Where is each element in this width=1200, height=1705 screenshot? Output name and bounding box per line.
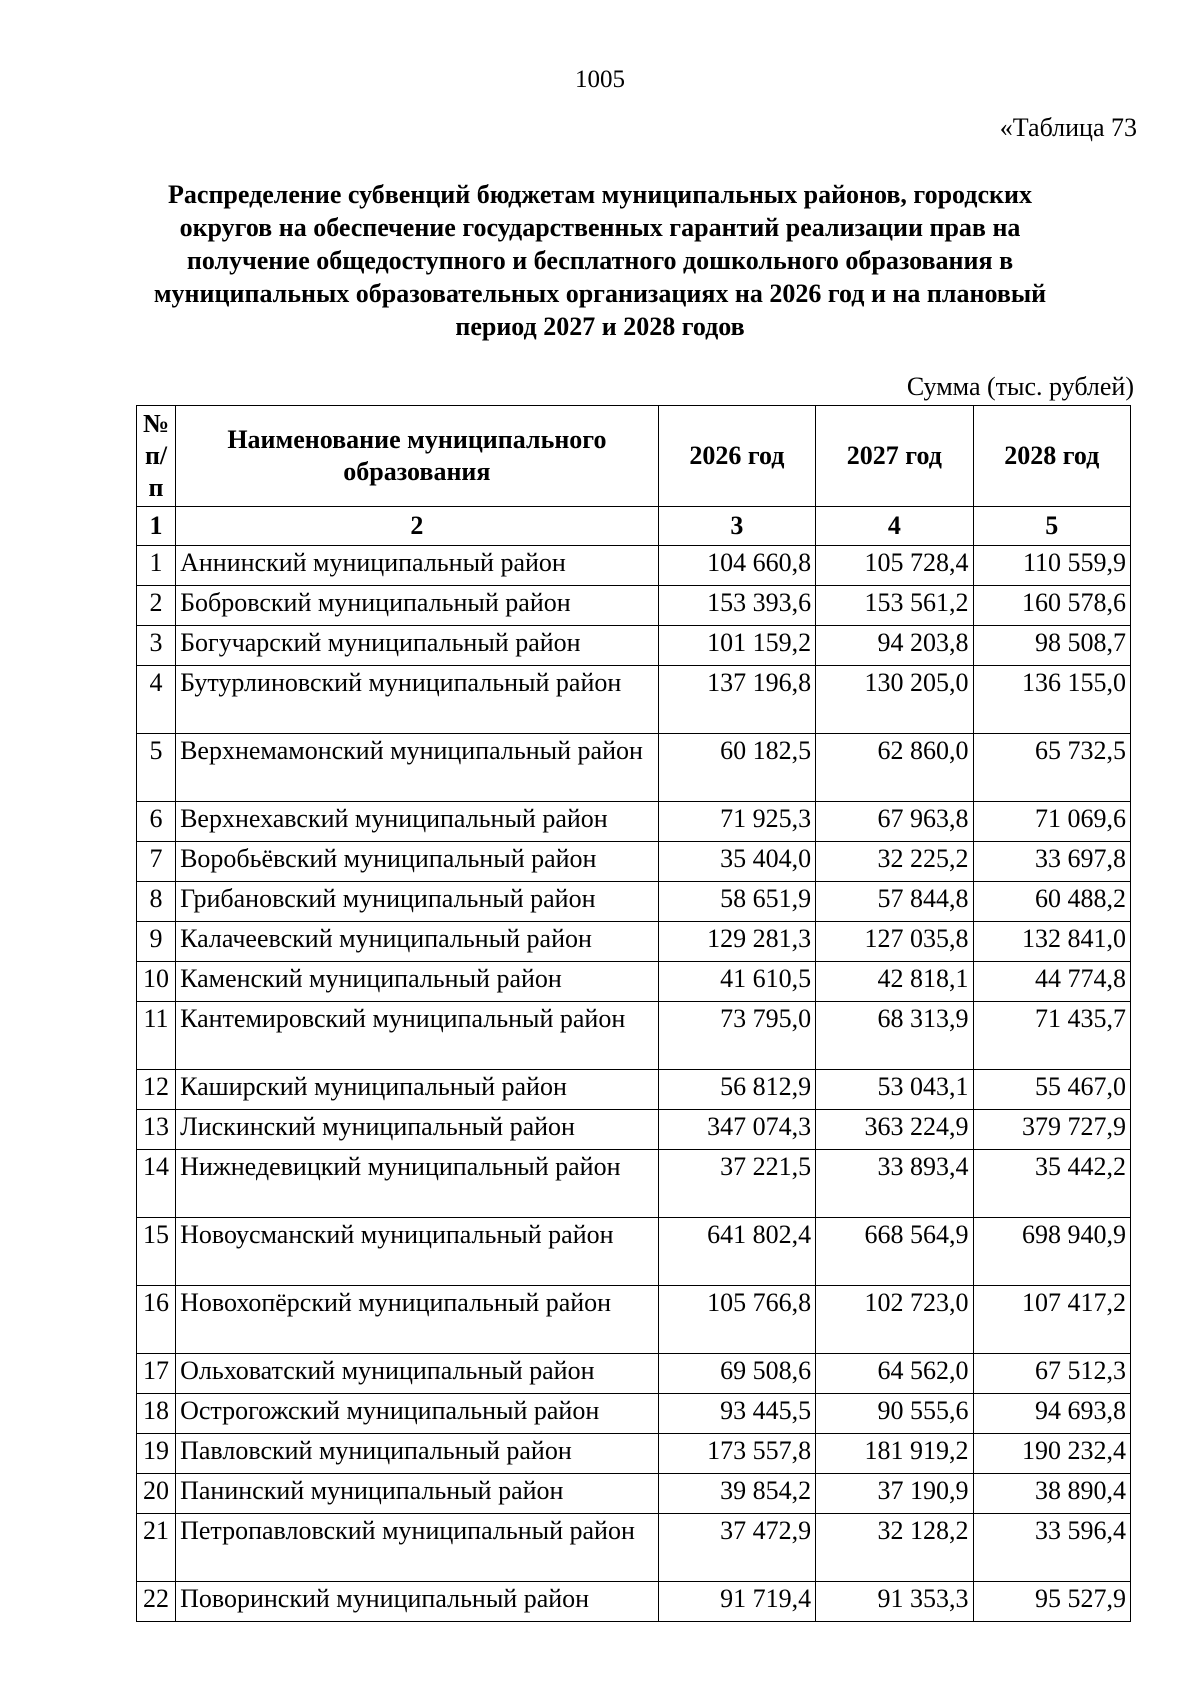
value-2028-cell: 35 442,2	[973, 1150, 1130, 1218]
value-2028-cell: 60 488,2	[973, 882, 1130, 922]
value-2027-cell: 64 562,0	[816, 1354, 973, 1394]
value-2026-cell: 37 221,5	[658, 1150, 815, 1218]
column-number-row	[137, 507, 1131, 546]
municipality-name-cell: Ольховатский муниципальный район	[176, 1354, 659, 1394]
value-2026-cell: 641 802,4	[658, 1218, 815, 1286]
table-row	[137, 882, 1131, 922]
value-2028-cell: 33 596,4	[973, 1514, 1130, 1582]
municipality-name-cell: Воробьёвский муниципальный район	[176, 842, 659, 882]
value-2028-cell: 67 512,3	[973, 1354, 1130, 1394]
municipality-name-cell: Аннинский муниципальный район	[176, 546, 659, 586]
municipality-name-cell: Каширский муниципальный район	[176, 1070, 659, 1110]
municipality-name-cell: Лискинский муниципальный район	[176, 1110, 659, 1150]
value-2027-cell: 32 128,2	[816, 1514, 973, 1582]
row-number-cell: 5	[137, 734, 176, 802]
value-2027-cell: 153 561,2	[816, 586, 973, 626]
table-row	[137, 802, 1131, 842]
value-2026-cell: 73 795,0	[658, 1002, 815, 1070]
value-2027-cell: 33 893,4	[816, 1150, 973, 1218]
value-2027-cell: 67 963,8	[816, 802, 973, 842]
value-2026-cell: 56 812,9	[658, 1070, 815, 1110]
header-2027: 2027 год	[816, 406, 973, 507]
value-2028-cell: 190 232,4	[973, 1434, 1130, 1474]
row-number-cell: 12	[137, 1070, 176, 1110]
column-number: 1	[137, 507, 176, 546]
municipality-name-cell: Поворинский муниципальный район	[176, 1582, 659, 1622]
value-2027-cell: 42 818,1	[816, 962, 973, 1002]
column-number: 3	[658, 507, 815, 546]
value-2028-cell: 136 155,0	[973, 666, 1130, 734]
value-2026-cell: 104 660,8	[658, 546, 815, 586]
value-2028-cell: 71 069,6	[973, 802, 1130, 842]
table-row	[137, 1514, 1131, 1582]
table-row	[137, 626, 1131, 666]
table-row	[137, 546, 1131, 586]
row-number-cell: 17	[137, 1354, 176, 1394]
row-number-cell: 20	[137, 1474, 176, 1514]
value-2026-cell: 91 719,4	[658, 1582, 815, 1622]
row-number-cell: 22	[137, 1582, 176, 1622]
table-row	[137, 1110, 1131, 1150]
value-2027-cell: 32 225,2	[816, 842, 973, 882]
value-2026-cell: 137 196,8	[658, 666, 815, 734]
page-number: 1005	[575, 66, 625, 93]
value-2026-cell: 101 159,2	[658, 626, 815, 666]
row-number-cell: 18	[137, 1394, 176, 1434]
value-2028-cell: 98 508,7	[973, 626, 1130, 666]
value-2027-cell: 62 860,0	[816, 734, 973, 802]
table-row	[137, 1002, 1131, 1070]
row-number-cell: 3	[137, 626, 176, 666]
value-2026-cell: 37 472,9	[658, 1514, 815, 1582]
column-number: 4	[816, 507, 973, 546]
value-2026-cell: 60 182,5	[658, 734, 815, 802]
row-number-cell: 14	[137, 1150, 176, 1218]
value-2027-cell: 181 919,2	[816, 1434, 973, 1474]
value-2028-cell: 110 559,9	[973, 546, 1130, 586]
value-2028-cell: 698 940,9	[973, 1218, 1130, 1286]
value-2026-cell: 39 854,2	[658, 1474, 815, 1514]
value-2027-cell: 53 043,1	[816, 1070, 973, 1110]
municipality-name-cell: Верхнехавский муниципальный район	[176, 802, 659, 842]
table-row	[137, 1218, 1131, 1286]
municipality-name-cell: Бобровский муниципальный район	[176, 586, 659, 626]
value-2026-cell: 153 393,6	[658, 586, 815, 626]
units-caption: Сумма (тыс. рублей)	[906, 372, 1134, 401]
table-row	[137, 586, 1131, 626]
value-2026-cell: 41 610,5	[658, 962, 815, 1002]
value-2028-cell: 33 697,8	[973, 842, 1130, 882]
value-2028-cell: 160 578,6	[973, 586, 1130, 626]
value-2028-cell: 379 727,9	[973, 1110, 1130, 1150]
value-2026-cell: 58 651,9	[658, 882, 815, 922]
value-2027-cell: 68 313,9	[816, 1002, 973, 1070]
municipality-name-cell: Павловский муниципальный район	[176, 1434, 659, 1474]
municipality-name-cell: Панинский муниципальный район	[176, 1474, 659, 1514]
value-2028-cell: 107 417,2	[973, 1286, 1130, 1354]
header-2028: 2028 год	[973, 406, 1130, 507]
municipality-name-cell: Каменский муниципальный район	[176, 962, 659, 1002]
value-2027-cell: 102 723,0	[816, 1286, 973, 1354]
column-number: 2	[176, 507, 659, 546]
row-number-cell: 8	[137, 882, 176, 922]
table-row	[137, 1070, 1131, 1110]
table-row	[137, 842, 1131, 882]
municipality-name-cell: Новоусманский муниципальный район	[176, 1218, 659, 1286]
row-number-cell: 6	[137, 802, 176, 842]
row-number-cell: 16	[137, 1286, 176, 1354]
value-2026-cell: 105 766,8	[658, 1286, 815, 1354]
value-2026-cell: 35 404,0	[658, 842, 815, 882]
table-row	[137, 922, 1131, 962]
column-number: 5	[973, 507, 1130, 546]
value-2028-cell: 95 527,9	[973, 1582, 1130, 1622]
row-number-cell: 10	[137, 962, 176, 1002]
row-number-cell: 19	[137, 1434, 176, 1474]
table-row	[137, 1582, 1131, 1622]
table-row	[137, 962, 1131, 1002]
row-number-cell: 7	[137, 842, 176, 882]
municipality-name-cell: Богучарский муниципальный район	[176, 626, 659, 666]
value-2026-cell: 93 445,5	[658, 1394, 815, 1434]
municipality-name-cell: Петропавловский муниципальный район	[176, 1514, 659, 1582]
municipality-name-cell: Острогожский муниципальный район	[176, 1394, 659, 1434]
table-row	[137, 734, 1131, 802]
table-row	[137, 1394, 1131, 1434]
municipality-name-cell: Нижнедевицкий муниципальный район	[176, 1150, 659, 1218]
table-row	[137, 1354, 1131, 1394]
value-2027-cell: 105 728,4	[816, 546, 973, 586]
value-2028-cell: 44 774,8	[973, 962, 1130, 1002]
row-number-cell: 11	[137, 1002, 176, 1070]
row-number-cell: 9	[137, 922, 176, 962]
header-2026: 2026 год	[658, 406, 815, 507]
row-number-cell: 1	[137, 546, 176, 586]
subvention-table	[136, 405, 1131, 1622]
value-2026-cell: 129 281,3	[658, 922, 815, 962]
value-2027-cell: 57 844,8	[816, 882, 973, 922]
row-number-cell: 13	[137, 1110, 176, 1150]
value-2027-cell: 37 190,9	[816, 1474, 973, 1514]
header-no: № п/п	[137, 406, 176, 507]
value-2027-cell: 130 205,0	[816, 666, 973, 734]
row-number-cell: 2	[137, 586, 176, 626]
value-2028-cell: 71 435,7	[973, 1002, 1130, 1070]
value-2028-cell: 132 841,0	[973, 922, 1130, 962]
value-2027-cell: 127 035,8	[816, 922, 973, 962]
value-2028-cell: 38 890,4	[973, 1474, 1130, 1514]
table-body	[137, 546, 1131, 1622]
row-number-cell: 15	[137, 1218, 176, 1286]
value-2028-cell: 94 693,8	[973, 1394, 1130, 1434]
table-row	[137, 1434, 1131, 1474]
row-number-cell: 4	[137, 666, 176, 734]
value-2026-cell: 69 508,6	[658, 1354, 815, 1394]
municipality-name-cell: Кантемировский муниципальный район	[176, 1002, 659, 1070]
row-number-cell: 21	[137, 1514, 176, 1582]
value-2027-cell: 91 353,3	[816, 1582, 973, 1622]
document-title: Распределение субвенций бюджетам муниципальных районов, городских округов на обеспечение государственных гарантий реализации прав на получение общедоступного и бесплатного дошкольного образования в муниципальных образовательных организациях на 2026 год и на плановый период 2027 и 2028 годов	[153, 180, 1047, 341]
municipality-name-cell: Верхнемамонский муниципальный район	[176, 734, 659, 802]
municipality-name-cell: Калачеевский муниципальный район	[176, 922, 659, 962]
value-2027-cell: 363 224,9	[816, 1110, 973, 1150]
municipality-name-cell: Грибановский муниципальный район	[176, 882, 659, 922]
value-2026-cell: 173 557,8	[658, 1434, 815, 1474]
value-2028-cell: 65 732,5	[973, 734, 1130, 802]
table-label: «Таблица 73	[999, 113, 1137, 142]
value-2027-cell: 668 564,9	[816, 1218, 973, 1286]
value-2027-cell: 90 555,6	[816, 1394, 973, 1434]
table-row	[137, 666, 1131, 734]
value-2028-cell: 55 467,0	[973, 1070, 1130, 1110]
table-row	[137, 1286, 1131, 1354]
table-row	[137, 1150, 1131, 1218]
table-header-row	[137, 406, 1131, 507]
municipality-name-cell: Новохопёрский муниципальный район	[176, 1286, 659, 1354]
header-name: Наименование муниципального образования	[176, 406, 659, 507]
table-row	[137, 1474, 1131, 1514]
value-2026-cell: 347 074,3	[658, 1110, 815, 1150]
value-2026-cell: 71 925,3	[658, 802, 815, 842]
municipality-name-cell: Бутурлиновский муниципальный район	[176, 666, 659, 734]
value-2027-cell: 94 203,8	[816, 626, 973, 666]
